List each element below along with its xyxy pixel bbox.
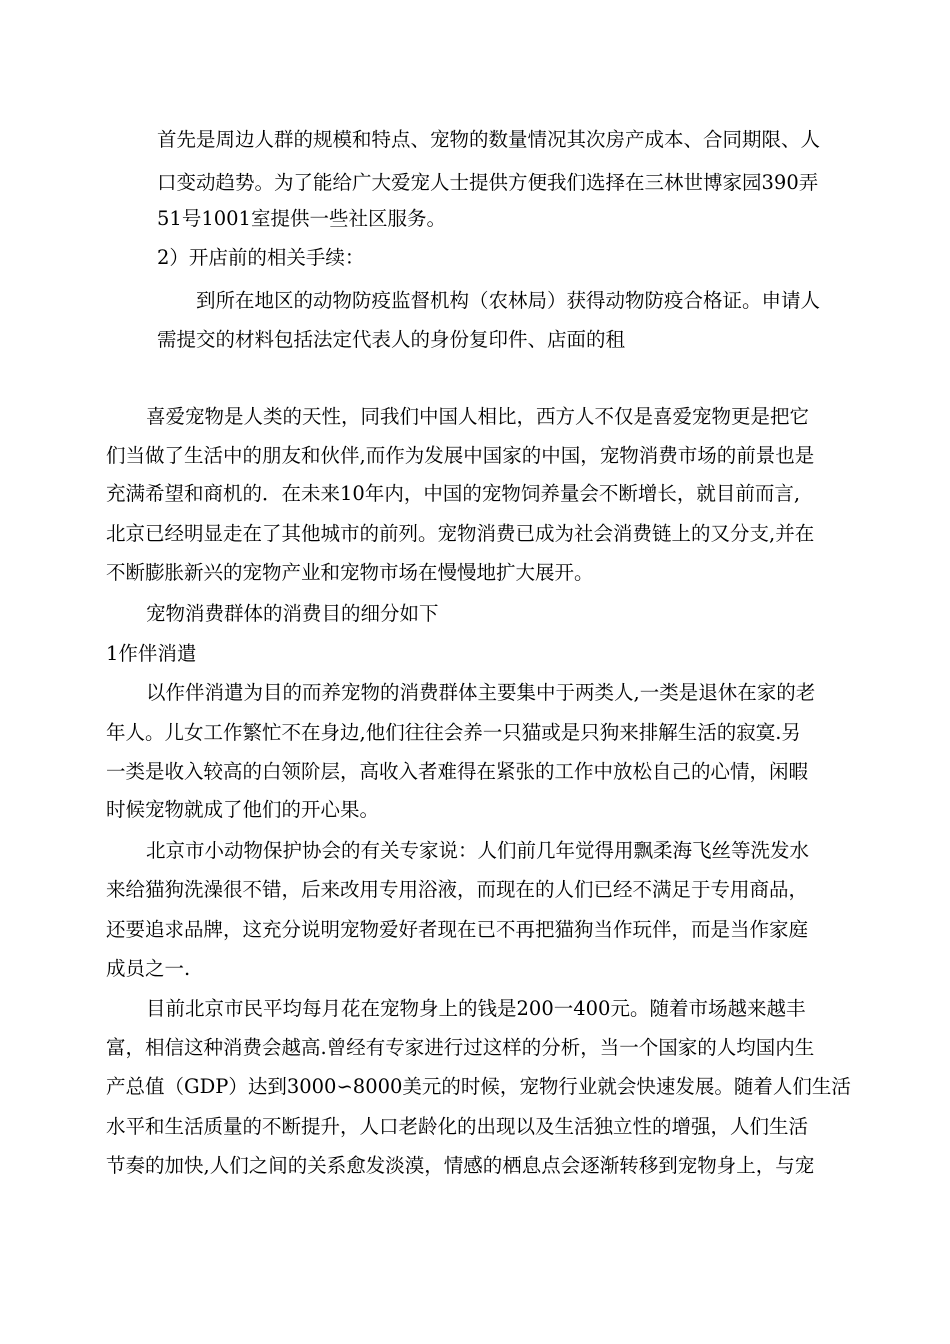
text-line: 首先是周边人群的规模和特点、宠物的数量情况其次房产成本、合同期限、人 xyxy=(157,128,821,151)
text-line: 1作伴消遣 xyxy=(106,642,197,665)
text-line: 充满希望和商机的．在未来10年内，中国的宠物饲养量会不断增长，就目前而言, xyxy=(106,482,801,505)
text-line: 们当做了生活中的朋友和伙伴,而作为发展中国家的中国，宠物消费市场的前景也是 xyxy=(106,444,815,467)
text-line: 2）开店前的相关手续： xyxy=(157,246,365,269)
text-line: 51号1001室提供一些社区服务。 xyxy=(157,207,446,230)
text-line: 北京市小动物保护协会的有关专家说：人们前几年觉得用飘柔海飞丝等洗发水 xyxy=(146,839,810,862)
text-line: 来给猫狗洗澡很不错，后来改用专用浴液，而现在的人们已经不满足于专用商品， xyxy=(106,878,809,901)
text-line: 宠物消费群体的消费目的细分如下 xyxy=(146,602,439,625)
text-line: 北京已经明显走在了其他城市的前列。宠物消费已成为社会消费链上的又分支,并在 xyxy=(106,522,815,545)
text-line: 产总值（GDP）达到3000∽8000美元的时候，宠物行业就会快速发展。随着人们生活 xyxy=(106,1075,851,1098)
text-line: 目前北京市民平均每月花在宠物身上的钱是200一400元。随着市场越来越丰 xyxy=(146,997,806,1020)
text-line: 还要追求品牌，这充分说明宠物爱好者现在已不再把猫狗当作玩伴，而是当作家庭 xyxy=(106,918,809,941)
text-line: 节奏的加快,人们之间的关系愈发淡漠，情感的栖息点会逐渐转移到宠物身上，与宠 xyxy=(106,1154,815,1177)
text-line: 年人。儿女工作繁忙不在身边,他们往往会养一只猫或是只狗来排解生活的寂寞.另 xyxy=(106,721,801,744)
text-line: 时候宠物就成了他们的开心果。 xyxy=(106,798,380,821)
text-line: 喜爱宠物是人类的天性，同我们中国人相比，西方人不仅是喜爱宠物更是把它 xyxy=(146,405,810,428)
text-line: 到所在地区的动物防疫监督机构（农林局）获得动物防疫合格证。申请人 xyxy=(196,289,821,312)
text-line: 成员之一. xyxy=(106,957,191,980)
text-line: 以作伴消遣为目的而养宠物的消费群体主要集中于两类人,一类是退休在家的老 xyxy=(146,681,816,704)
text-line: 口变动趋势。为了能给广大爱宠人士提供方便我们选择在三林世博家园390弄 xyxy=(157,171,819,194)
text-line: 不断膨胀新兴的宠物产业和宠物市场在慢慢地扩大展开。 xyxy=(106,561,594,584)
text-line: 水平和生活质量的不断提升，人口老龄化的出现以及生活独立性的增强，人们生活 xyxy=(106,1115,809,1138)
text-line: 一类是收入较高的白领阶层，高收入者难得在紧张的工作中放松自己的心情，闲暇 xyxy=(106,760,809,783)
text-line: 富，相信这种消费会越高.曾经有专家进行过这样的分析，当一个国家的人均国内生 xyxy=(106,1036,815,1059)
text-line: 需提交的材料包括法定代表人的身份复印件、店面的租 xyxy=(157,328,626,351)
